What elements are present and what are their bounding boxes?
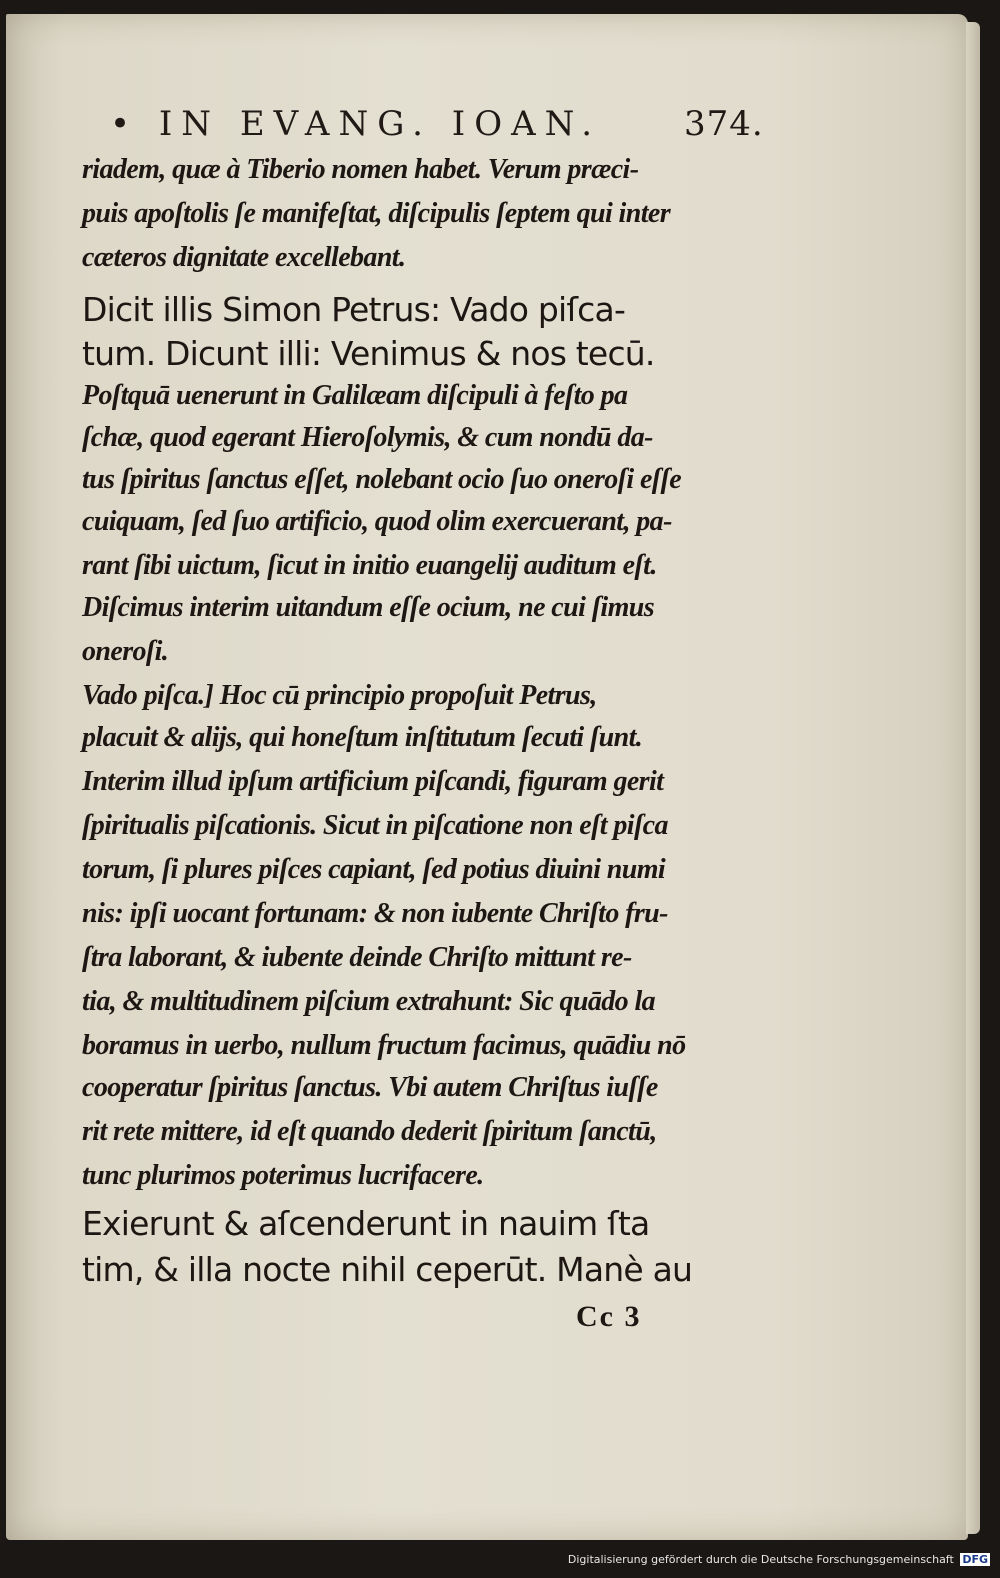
running-title: • IN EVANG. IOAN. — [110, 104, 602, 144]
commentary-line: ſtra laborant, & iubente deinde Chriſto mittunt re- — [82, 942, 632, 973]
running-header — [110, 104, 770, 144]
commentary-line: riadem, quæ à Tiberio nomen habet. Verum præci- — [82, 154, 639, 185]
commentary-line: tus ſpiritus ſanctus eſſet, nolebant ocio ſuo oneroſi eſſe — [82, 464, 682, 495]
commentary-line: oneroſi. — [82, 636, 169, 667]
commentary-line: rant ſibi uictum, ſicut in initio euangelij auditum eſt. — [82, 550, 657, 581]
page-edge — [966, 22, 980, 1534]
commentary-line: torum, ſi plures piſces capiant, ſed potius diuini numi — [82, 854, 666, 885]
commentary-line: ſpiritualis piſcationis. Sicut in piſcatione non eſt piſca — [82, 810, 668, 841]
commentary-line: cooperatur ſpiritus ſanctus. Vbi autem Chriſtus iuſſe — [82, 1072, 658, 1103]
commentary-line: boramus in uerbo, nullum fructum facimus, quādiu nō — [82, 1030, 686, 1061]
lemma-line: Dicit illis Simon Petrus: Vado piſca- — [82, 290, 626, 329]
commentary-line: nis: ipſi uocant fortunam: & non iubente Chriſto fru- — [82, 898, 668, 929]
commentary-line: rit rete mittere, id eſt quando dederit ſpiritum ſanctū, — [82, 1116, 657, 1147]
dfg-logo: DFG — [962, 1553, 988, 1566]
lemma-line: Exierunt & aſcenderunt in nauim ſta — [82, 1204, 650, 1243]
lemma-line: tim, & illa nocte nihil ceperūt. Manè au — [82, 1250, 693, 1289]
credit-text: Digitalisierung gefördert durch die Deutsche Forschungsgemeinschaft — [567, 1553, 954, 1566]
digitization-credit — [568, 1553, 990, 1566]
lemma-line: tum. Dicunt illi: Venimus & nos tecū. — [82, 334, 655, 373]
commentary-line: Vado piſca.] Hoc cū principio propoſuit Petrus, — [82, 680, 597, 711]
commentary-line: tia, & multitudinem piſcium extrahunt: Sic quādo la — [82, 986, 656, 1017]
commentary-line: puis apoſtolis ſe manifeſtat, diſcipulis ſeptem qui inter — [82, 198, 671, 229]
commentary-line: placuit & alijs, qui honeſtum inſtitutum ſecuti ſunt. — [82, 722, 643, 753]
commentary-line: Poſtquā uenerunt in Galilæam diſcipuli à feſto pa — [82, 380, 628, 411]
commentary-line: ſchæ, quod egerant Hieroſolymis, & cum nondū da- — [82, 422, 653, 453]
commentary-line: cæteros dignitate excellebant. — [82, 242, 406, 273]
commentary-line: tunc plurimos poterimus lucrifacere. — [82, 1160, 484, 1191]
signature-mark: Cc 3 — [576, 1300, 642, 1333]
commentary-line: cuiquam, ſed ſuo artificio, quod olim exercuerant, pa- — [82, 506, 672, 537]
commentary-line: Interim illud ipſum artificium piſcandi, figuram gerit — [82, 766, 664, 797]
page-number: 374. — [684, 104, 764, 144]
commentary-line: Diſcimus interim uitandum eſſe ocium, ne cui ſimus — [82, 592, 655, 623]
